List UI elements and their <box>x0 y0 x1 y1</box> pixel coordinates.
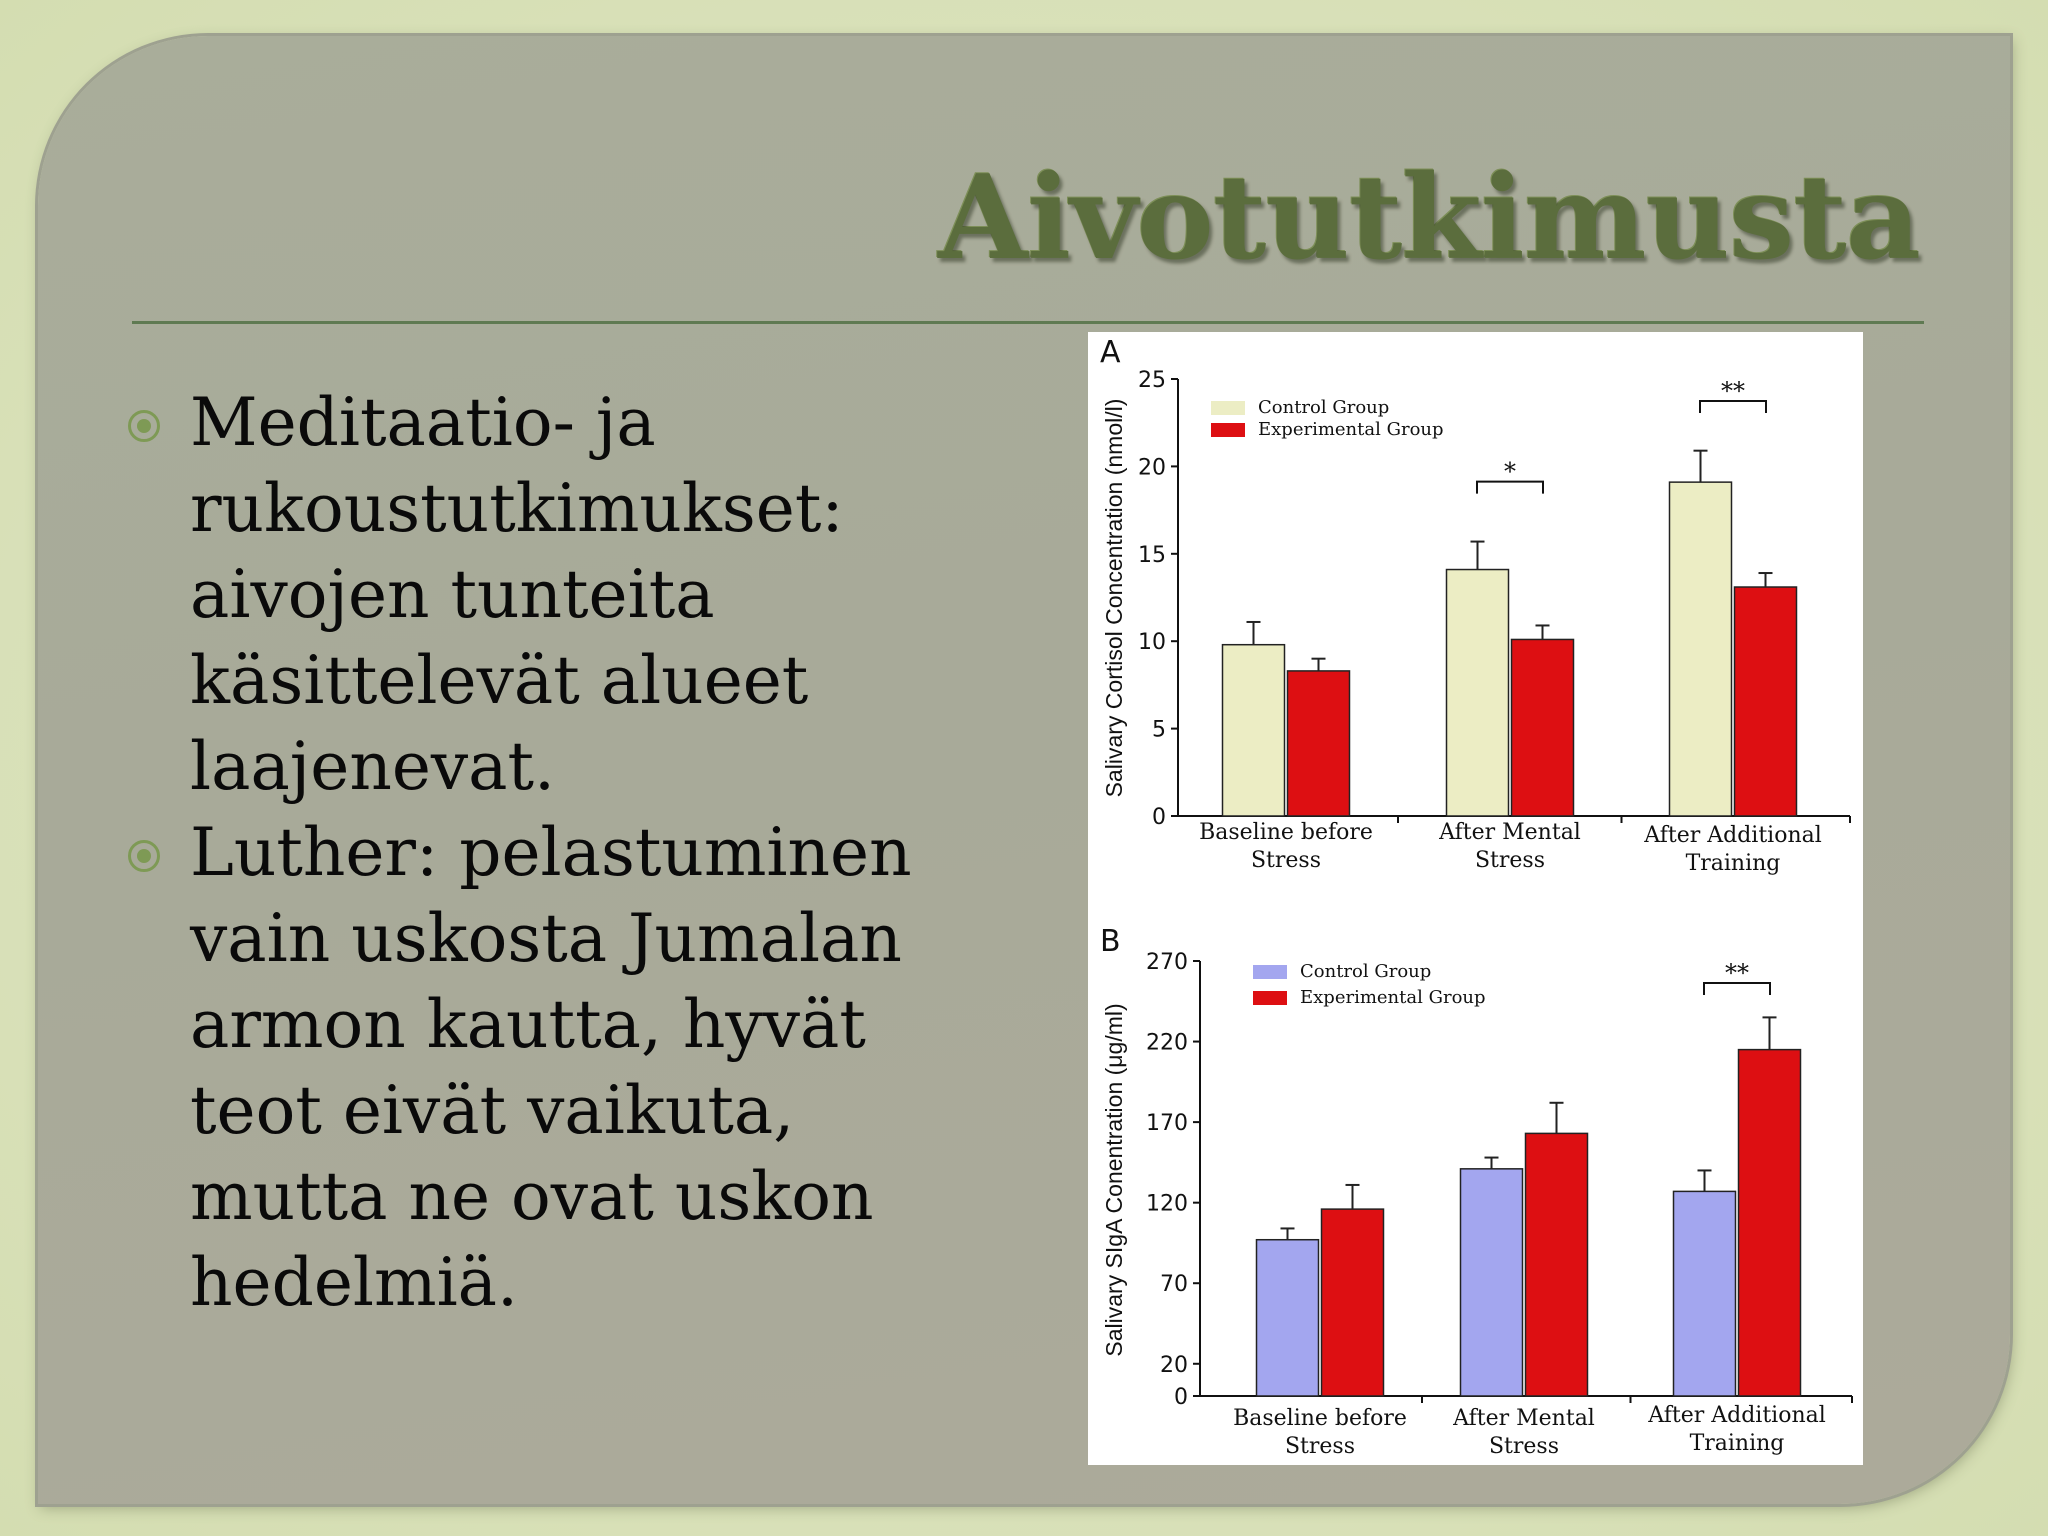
x-tick-label: After Additional <box>1648 1403 1826 1428</box>
bar <box>1735 587 1797 816</box>
circle-bullet-icon <box>128 410 160 442</box>
bullet-list <box>128 380 1008 1326</box>
slide-title: Aivotutkimusta <box>938 150 1920 286</box>
y-tick-label: 0 <box>1174 1385 1188 1410</box>
x-tick-label: Stress <box>1250 848 1322 873</box>
y-tick-label: 0 <box>1152 805 1166 830</box>
chart-panel-b <box>1100 924 1852 1459</box>
y-tick-label: 25 <box>1138 368 1166 393</box>
x-tick-label: After Additional <box>1644 823 1822 848</box>
bullet-item <box>128 810 1008 1326</box>
bar <box>1257 1240 1319 1396</box>
y-tick-label: 120 <box>1146 1191 1188 1217</box>
chart-panel-a <box>1100 335 1850 876</box>
title-divider <box>132 321 1924 324</box>
y-tick-label: 20 <box>1160 1352 1188 1378</box>
legend-label: Control Group <box>1300 961 1432 982</box>
x-tick-label: After Mental <box>1439 820 1581 845</box>
x-tick-label: Baseline before <box>1233 1406 1407 1431</box>
y-tick-label: 70 <box>1160 1272 1188 1298</box>
bullet-item <box>128 380 1008 810</box>
y-tick-label: 10 <box>1138 630 1166 656</box>
x-tick-label: Stress <box>1284 1434 1356 1459</box>
significance-label: ** <box>1725 959 1749 987</box>
y-axis-label: Salivary SIgA Conentration (μg/ml) <box>1101 1003 1127 1357</box>
bar <box>1674 1191 1736 1396</box>
significance-label: ** <box>1721 377 1745 405</box>
bullet-text: Luther: pelastuminen vain uskosta Jumalan armon kautta, hyvät teot eivät vaikuta, mutta ne ovat uskon hedelmiä. <box>190 814 912 1321</box>
bar <box>1461 1169 1523 1396</box>
bullet-text: Meditaatio- ja rukoustutkimukset: aivojen tunteita käsittelevät alueet laajenevat. <box>190 384 844 805</box>
legend-swatch <box>1211 423 1245 437</box>
legend-label: Control Group <box>1258 397 1390 418</box>
legend-swatch <box>1253 965 1287 979</box>
x-tick-label: Baseline before <box>1199 820 1373 845</box>
y-tick-label: 270 <box>1146 950 1188 975</box>
circle-bullet-icon <box>128 840 160 872</box>
significance-label: * <box>1504 457 1516 486</box>
panel-letter: B <box>1100 924 1121 959</box>
y-tick-label: 20 <box>1138 455 1166 481</box>
bar-charts <box>1088 332 1863 1465</box>
bar <box>1670 482 1732 816</box>
y-axis-label: Salivary Cortisol Concentration (nmol/l) <box>1101 398 1127 798</box>
bar <box>1288 671 1350 816</box>
bar <box>1512 639 1574 816</box>
research-figure <box>1088 332 1863 1465</box>
bar <box>1447 570 1509 816</box>
x-tick-label: Training <box>1689 1431 1785 1456</box>
bar <box>1526 1133 1588 1396</box>
bar <box>1322 1209 1384 1396</box>
y-tick-label: 170 <box>1146 1111 1188 1137</box>
bar <box>1223 645 1285 816</box>
legend-swatch <box>1211 401 1245 415</box>
legend-swatch <box>1253 991 1287 1005</box>
bar <box>1739 1050 1801 1396</box>
x-tick-label: Stress <box>1474 848 1546 873</box>
legend-label: Experimental Group <box>1258 419 1444 440</box>
x-tick-label: After Mental <box>1453 1406 1595 1431</box>
y-tick-label: 220 <box>1146 1030 1188 1056</box>
x-tick-label: Training <box>1685 851 1781 876</box>
x-tick-label: Stress <box>1488 1434 1560 1459</box>
legend-label: Experimental Group <box>1300 987 1486 1008</box>
y-tick-label: 15 <box>1138 542 1166 568</box>
y-tick-label: 5 <box>1152 717 1166 743</box>
panel-letter: A <box>1100 335 1121 370</box>
